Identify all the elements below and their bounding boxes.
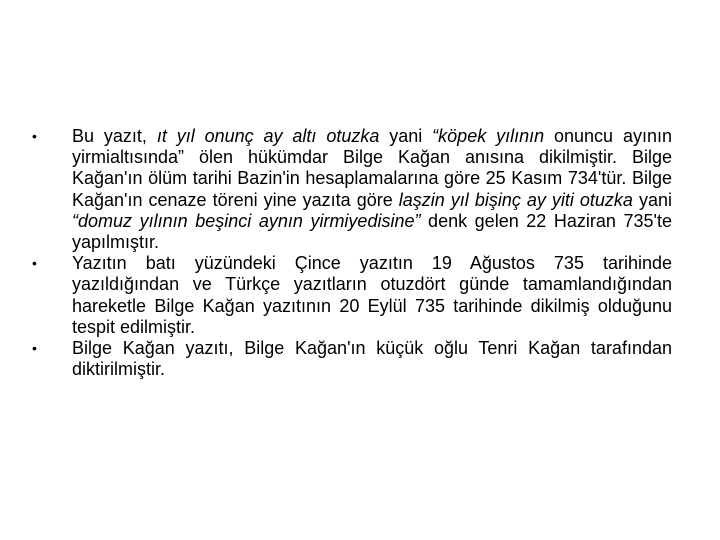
bullet-list	[32, 126, 672, 380]
text-segment: “domuz yılının beşinci aynın yirmiyedisine”	[72, 210, 421, 231]
text-segment: ölen hükümdar Bilge Kağan anısına dikilmiştir. Bilge Kağan'ın ölüm tarihi Bazin'in hesaplamalarına göre 25 Kasım 734'tür. Bilge Kağan'ın cenaze töreni yine yazıta göre	[72, 147, 672, 210]
text-segment: “köpek yılının	[432, 126, 545, 146]
text-segment: Bilge Kağan yazıtı, Bilge Kağan'ın küçük oğlu Tenri Kağan tarafından diktirilmiştir.	[72, 338, 672, 380]
bullet-item-3	[32, 338, 672, 380]
text-segment: Bu yazıt,	[72, 126, 157, 146]
text-segment: denk gelen 22 Haziran 735'te yapılmıştır.	[72, 210, 672, 253]
bullet-item-2	[32, 253, 672, 338]
text-segment: yani	[379, 126, 433, 146]
bullet-icon: •	[32, 128, 37, 144]
bullet-item-1	[32, 126, 672, 253]
text-segment: onuncu ayının yirmialtısında”	[72, 126, 672, 168]
bullet-icon: •	[32, 340, 37, 357]
bullet-icon: •	[32, 255, 37, 272]
text-segment: laşzin yıl bişinç ay yiti otuzka	[398, 189, 633, 210]
text-segment: Yazıtın batı yüzündeki Çince yazıtın 19 Ağustos 735 tarihinde yazıldığından ve Türkçe yazıtların otuzdört günde tamamlandığından hareketle Bilge Kağan yazıtının 20 Eylül 735 tarihinde dikilmiş olduğunu tespit edilmiştir.	[72, 253, 672, 337]
text-segment: ıt yıl onunç ay altı otuzka	[156, 126, 380, 146]
text-segment: yani	[632, 189, 672, 210]
